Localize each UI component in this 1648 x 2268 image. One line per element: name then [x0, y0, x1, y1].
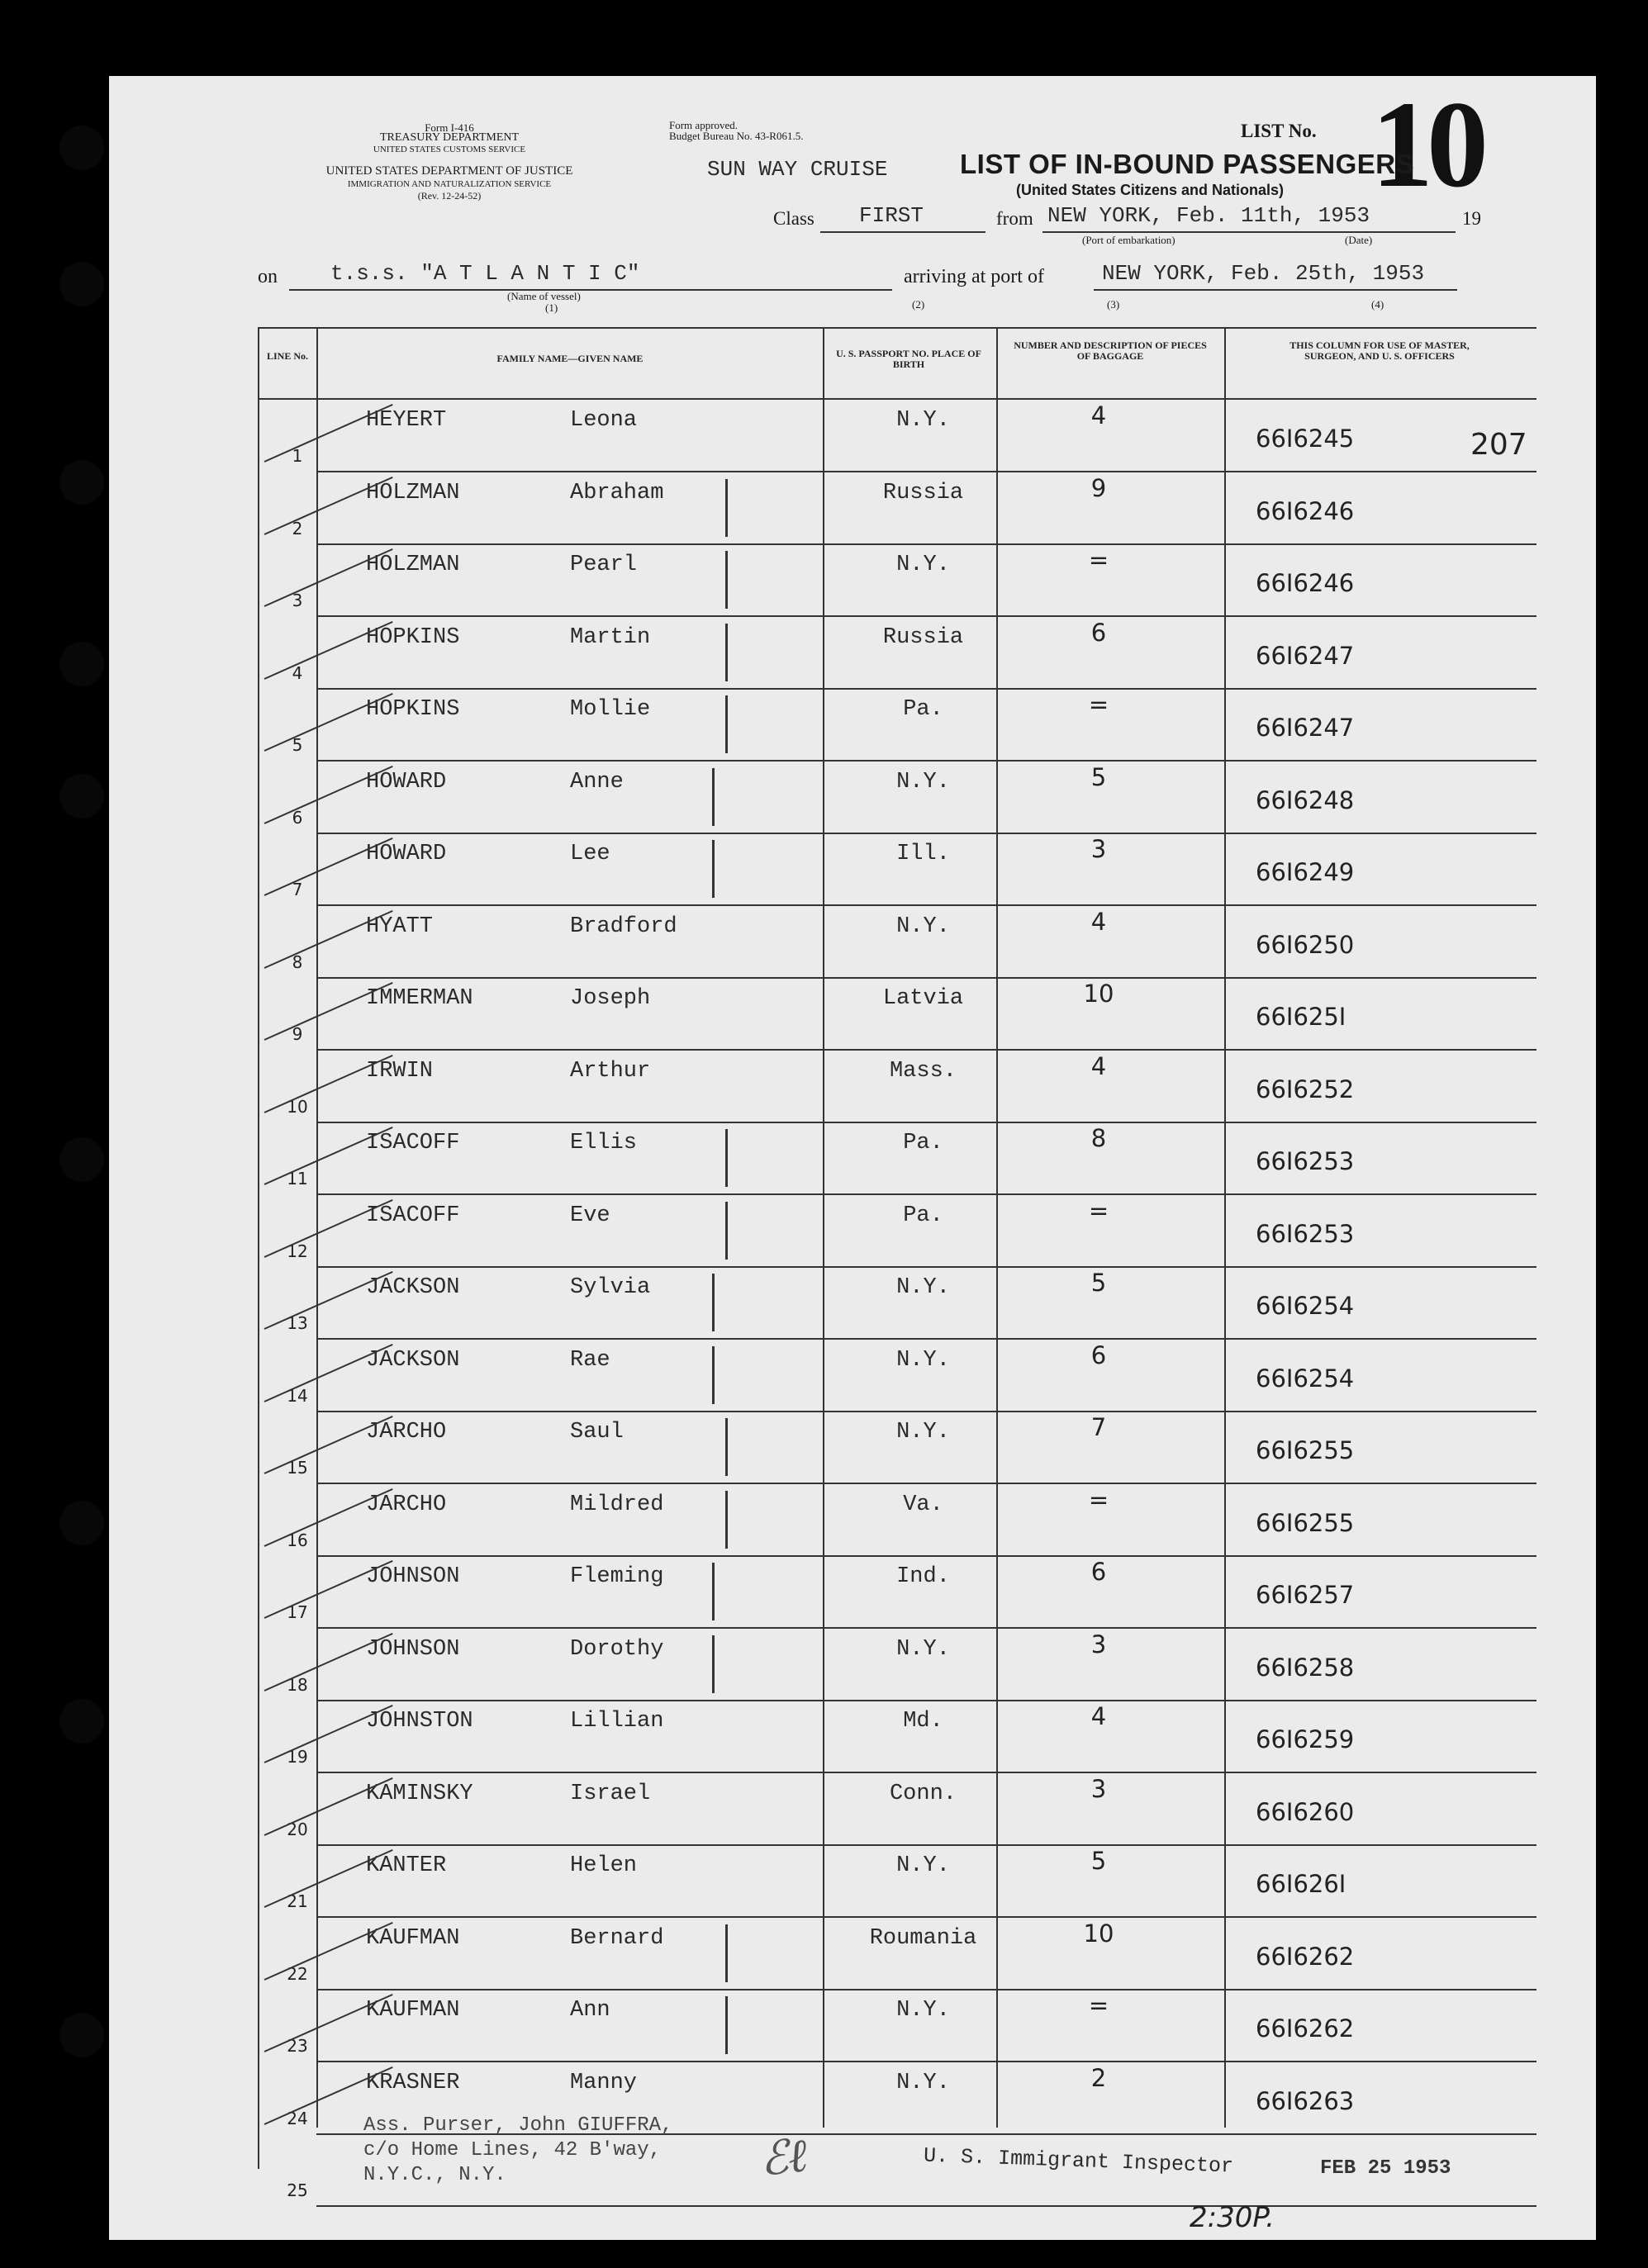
from-underline	[1042, 231, 1456, 233]
given-name: Saul	[570, 1420, 624, 1445]
officer-code: 66I6249	[1256, 858, 1355, 886]
given-name: Arthur	[570, 1059, 651, 1084]
given-name: Ann	[570, 1998, 610, 2023]
table-row	[0, 833, 1648, 906]
officer-code: 66I6248	[1256, 786, 1355, 814]
check-mark	[264, 1488, 393, 1547]
given-name: Fleming	[570, 1564, 664, 1589]
baggage-count: =	[1088, 1197, 1109, 1225]
caption-2: (2)	[912, 298, 925, 311]
line-number: 9	[292, 1024, 303, 1044]
vessel-caption: (Name of vessel)	[507, 290, 581, 302]
family-bracket-mark	[712, 1563, 715, 1620]
budget-bureau: Budget Bureau No. 43-R061.5.	[669, 130, 804, 142]
family-name: JOHNSTON	[366, 1709, 473, 1734]
family-name: KAMINSKY	[366, 1782, 473, 1806]
given-name: Lee	[570, 842, 610, 866]
given-name: Dorothy	[570, 1637, 664, 1662]
from-label: from	[996, 208, 1033, 229]
form-revision: (Rev. 12-24-52)	[417, 190, 482, 202]
line-number: 11	[287, 1169, 308, 1189]
line-number: 16	[287, 1530, 308, 1550]
family-name: IRWIN	[366, 1059, 434, 1084]
officer-code: 66I6260	[1256, 1798, 1355, 1826]
officer-code: 66I6258	[1256, 1654, 1355, 1682]
document-subtitle: (United States Citizens and Nationals)	[1016, 182, 1285, 198]
line-number: 25	[287, 2180, 308, 2200]
line-number: 14	[287, 1386, 308, 1406]
family-name: KRASNER	[366, 2071, 460, 2095]
family-bracket-mark	[725, 1129, 728, 1187]
dept-treasury: TREASURY DEPARTMENT	[379, 131, 520, 144]
family-name: IMMERMAN	[366, 986, 473, 1011]
from-value: NEW YORK, Feb. 11th, 1953	[1047, 203, 1370, 228]
family-bracket-mark	[725, 479, 728, 537]
given-name: Martin	[570, 625, 651, 650]
officer-code: 66I6247	[1256, 642, 1355, 670]
table-row	[0, 762, 1648, 834]
baggage-count: 8	[1090, 1124, 1107, 1152]
baggage-count: =	[1088, 690, 1109, 719]
check-mark	[264, 693, 393, 752]
given-name: Leona	[570, 408, 638, 433]
officer-code: 66I6257	[1256, 1581, 1355, 1609]
given-name: Helen	[570, 1853, 638, 1878]
table-row	[0, 1773, 1648, 1846]
vessel-underline	[289, 289, 892, 291]
check-mark	[264, 837, 393, 896]
given-name: Rae	[570, 1348, 610, 1373]
date-stamp: FEB 25 1953	[1320, 2157, 1451, 2180]
family-bracket-mark	[725, 624, 728, 681]
officer-code: 66I6253	[1256, 1147, 1355, 1175]
line-number: 17	[287, 1602, 308, 1622]
family-bracket-mark	[712, 1635, 715, 1693]
check-mark	[264, 477, 393, 535]
table-row	[0, 1122, 1648, 1195]
table-top-border	[258, 327, 1536, 329]
given-name: Mildred	[570, 1492, 664, 1517]
family-name: JARCHO	[366, 1420, 447, 1445]
family-bracket-mark	[725, 695, 728, 753]
check-mark	[264, 404, 393, 463]
header-officers: THIS COLUMN FOR USE OF MASTER, SURGEON, AND U. S. OFFICERS	[1289, 339, 1470, 362]
line-number: 10	[287, 1097, 308, 1117]
purser-line-3: N.Y.C., N.Y.	[363, 2164, 506, 2186]
family-name: ISACOFF	[366, 1131, 460, 1155]
table-row	[0, 1629, 1648, 1701]
place-of-birth: N.Y.	[896, 553, 950, 577]
punch-hole	[59, 126, 104, 170]
header-passport: U. S. PASSPORT NO. PLACE OF BIRTH	[836, 348, 981, 370]
family-name: HEYERT	[366, 408, 447, 433]
given-name: Lillian	[570, 1709, 664, 1734]
check-mark	[264, 1777, 393, 1836]
cruise-name: SUN WAY CRUISE	[707, 157, 888, 182]
place-of-birth: Russia	[882, 481, 964, 505]
line-number: 23	[287, 2036, 308, 2056]
baggage-count: =	[1088, 1991, 1109, 2019]
officer-code: 66I6255	[1256, 1509, 1355, 1537]
place-of-birth: N.Y.	[896, 1853, 950, 1878]
page-number: 207	[1470, 428, 1527, 462]
given-name: Mollie	[570, 697, 651, 722]
place-of-birth: Pa.	[903, 697, 943, 722]
check-mark	[264, 1922, 393, 1981]
baggage-count: =	[1088, 546, 1109, 574]
family-name: JACKSON	[366, 1348, 460, 1373]
officer-code: 66I6262	[1256, 1943, 1355, 1971]
document-title: LIST OF IN-BOUND PASSENGERS	[960, 149, 1415, 179]
line-number: 2	[292, 519, 303, 539]
place-of-birth: N.Y.	[896, 2071, 950, 2095]
officer-code: 66I6262	[1256, 2014, 1355, 2043]
purser-line-1: Ass. Purser, John GIUFFRA,	[363, 2114, 673, 2137]
table-row	[0, 544, 1648, 617]
given-name: Pearl	[570, 553, 638, 577]
table-row	[0, 472, 1648, 545]
arriving-underline	[1094, 289, 1457, 291]
baggage-count: 5	[1090, 1847, 1107, 1875]
line-number: 4	[292, 663, 303, 683]
check-mark	[264, 910, 393, 969]
table-row	[0, 1845, 1648, 1918]
officer-code: 66I6245	[1256, 425, 1355, 453]
family-name: JOHNSON	[366, 1564, 460, 1589]
given-name: Sylvia	[570, 1275, 651, 1300]
baggage-count: 6	[1090, 1558, 1107, 1586]
place-of-birth: N.Y.	[896, 1348, 950, 1373]
baggage-count: 7	[1090, 1413, 1107, 1441]
table-row	[0, 1267, 1648, 1340]
table-row	[0, 978, 1648, 1051]
officer-code: 66I6252	[1256, 1075, 1355, 1103]
baggage-count: 3	[1090, 1630, 1107, 1658]
given-name: Ellis	[570, 1131, 638, 1155]
line-number: 12	[287, 1241, 308, 1261]
baggage-count: 6	[1090, 1341, 1107, 1369]
line-number: 19	[287, 1747, 308, 1767]
family-name: HOPKINS	[366, 697, 460, 722]
officer-code: 66I6246	[1256, 497, 1355, 525]
table-row	[0, 1412, 1648, 1484]
table-row	[0, 1918, 1648, 1990]
line-number: 20	[287, 1820, 308, 1839]
form-approved: Form approved.	[669, 119, 739, 131]
family-bracket-mark	[725, 551, 728, 609]
table-row	[0, 906, 1648, 979]
given-name: Bradford	[570, 914, 677, 939]
class-label: Class	[773, 208, 815, 229]
check-mark	[264, 1344, 393, 1402]
table-row	[0, 1051, 1648, 1123]
caption-4: (4)	[1371, 298, 1384, 311]
baggage-count: 4	[1090, 908, 1107, 936]
class-value: FIRST	[859, 203, 924, 228]
officer-code: 66I6259	[1256, 1725, 1355, 1753]
place-of-birth: Ill.	[896, 842, 950, 866]
caption-3: (3)	[1107, 298, 1120, 311]
table-row	[0, 1990, 1648, 2062]
place-of-birth: N.Y.	[896, 914, 950, 939]
baggage-count: 3	[1090, 1775, 1107, 1803]
family-name: JOHNSON	[366, 1637, 460, 1662]
arriving-label: arriving at port of	[904, 266, 1044, 287]
row-rule	[316, 2205, 1536, 2207]
baggage-count: =	[1088, 1486, 1109, 1514]
place-of-birth: N.Y.	[896, 1420, 950, 1445]
family-bracket-mark	[712, 840, 715, 898]
officer-code: 66I626I	[1256, 1870, 1346, 1898]
table-row	[0, 1195, 1648, 1268]
check-mark	[264, 1055, 393, 1113]
class-underline	[820, 231, 985, 233]
on-label: on	[258, 266, 278, 287]
family-bracket-mark	[725, 1924, 728, 1982]
line-number: 3	[292, 591, 303, 610]
officer-code: 66I6246	[1256, 569, 1355, 597]
check-mark	[264, 1994, 393, 2052]
place-of-birth: N.Y.	[896, 1275, 950, 1300]
year-label: 19	[1462, 208, 1481, 229]
baggage-count: 5	[1090, 763, 1107, 791]
place-of-birth: Roumania	[869, 1926, 977, 1951]
place-of-birth: Mass.	[889, 1059, 957, 1084]
place-of-birth: Pa.	[903, 1131, 943, 1155]
table-row	[0, 2062, 1648, 2135]
family-bracket-mark	[712, 768, 715, 826]
family-name: HOLZMAN	[366, 481, 460, 505]
officer-code: 66I6254	[1256, 1292, 1355, 1320]
place-of-birth: N.Y.	[896, 770, 950, 795]
date-caption: (Date)	[1345, 234, 1373, 246]
place-of-birth: Ind.	[896, 1564, 950, 1589]
line-number: 5	[292, 735, 303, 755]
table-row	[0, 1701, 1648, 1773]
family-bracket-mark	[712, 1274, 715, 1331]
list-no-label: LIST No.	[1241, 121, 1317, 141]
line-number: 24	[287, 2109, 308, 2128]
header-name: FAMILY NAME—GIVEN NAME	[496, 353, 644, 364]
family-name: KANTER	[366, 1853, 447, 1878]
given-name: Bernard	[570, 1926, 664, 1951]
dept-ins: IMMIGRATION AND NATURALIZATION SERVICE	[347, 179, 552, 189]
dept-justice: UNITED STATES DEPARTMENT OF JUSTICE	[325, 164, 573, 178]
family-name: HOWARD	[366, 770, 447, 795]
officer-code: 66I6250	[1256, 931, 1355, 959]
line-number: 21	[287, 1891, 308, 1911]
given-name: Joseph	[570, 986, 651, 1011]
line-number: 8	[292, 952, 303, 972]
baggage-count: 4	[1090, 1052, 1107, 1080]
time-note: 2:30P.	[1190, 2201, 1275, 2234]
baggage-count: 4	[1090, 1702, 1107, 1730]
given-name: Manny	[570, 2071, 638, 2095]
place-of-birth: Md.	[903, 1709, 943, 1734]
table-row	[0, 689, 1648, 762]
line-number: 15	[287, 1458, 308, 1478]
baggage-count: 3	[1090, 835, 1107, 863]
check-mark	[264, 1560, 393, 1619]
check-mark	[264, 982, 393, 1041]
check-mark	[264, 1416, 393, 1474]
arriving-value: NEW YORK, Feb. 25th, 1953	[1102, 261, 1425, 286]
family-name: HOWARD	[366, 842, 447, 866]
family-bracket-mark	[725, 1996, 728, 2054]
baggage-count: 5	[1090, 1269, 1107, 1297]
check-mark	[264, 766, 393, 824]
dept-customs: UNITED STATES CUSTOMS SERVICE	[373, 145, 526, 154]
family-name: HOPKINS	[366, 625, 460, 650]
given-name: Israel	[570, 1782, 651, 1806]
baggage-count: 6	[1090, 619, 1107, 647]
family-bracket-mark	[725, 1202, 728, 1260]
line-number: 18	[287, 1675, 308, 1695]
check-mark	[264, 1127, 393, 1185]
family-name: JACKSON	[366, 1275, 460, 1300]
officer-code: 66I6253	[1256, 1220, 1355, 1248]
place-of-birth: Conn.	[889, 1782, 957, 1806]
officer-code: 66I6254	[1256, 1364, 1355, 1393]
place-of-birth: N.Y.	[896, 1637, 950, 1662]
inspector-label: U. S. Immigrant Inspector	[923, 2143, 1234, 2179]
family-name: HOLZMAN	[366, 553, 460, 577]
table-row	[0, 1484, 1648, 1557]
table-row	[0, 1340, 1648, 1412]
baggage-count: 10	[1083, 980, 1114, 1008]
header-line-no: LINE No.	[266, 350, 308, 362]
officer-code: 66I6247	[1256, 714, 1355, 742]
baggage-count: 2	[1090, 2064, 1107, 2092]
place-of-birth: N.Y.	[896, 1998, 950, 2023]
check-mark	[264, 1199, 393, 1258]
check-mark	[264, 1633, 393, 1692]
family-bracket-mark	[725, 1418, 728, 1476]
place-of-birth: N.Y.	[896, 408, 950, 433]
caption-1: (1)	[545, 301, 558, 314]
baggage-count: 10	[1083, 1919, 1114, 1948]
port-caption: (Port of embarkation)	[1082, 234, 1175, 246]
line-number: 13	[287, 1313, 308, 1333]
officer-code: 66I625I	[1256, 1003, 1346, 1031]
punch-hole	[59, 262, 104, 306]
vessel-value: t.s.s. "A T L A N T I C"	[330, 261, 640, 286]
table-row	[0, 1556, 1648, 1629]
place-of-birth: Latvia	[882, 986, 964, 1011]
given-name: Anne	[570, 770, 624, 795]
officer-code: 66I6255	[1256, 1436, 1355, 1464]
line-number: 7	[292, 880, 303, 899]
family-name: HYATT	[366, 914, 434, 939]
check-mark	[264, 621, 393, 680]
family-bracket-mark	[725, 1491, 728, 1549]
check-mark	[264, 1271, 393, 1330]
officer-code: 66I6263	[1256, 2087, 1355, 2115]
purser-line-2: c/o Home Lines, 42 B'way,	[363, 2139, 662, 2161]
line-number: 1	[292, 446, 303, 466]
line-number: 22	[287, 1964, 308, 1984]
inspector-signature: ℰℓ	[757, 2128, 810, 2187]
header-baggage: NUMBER AND DESCRIPTION OF PIECES OF BAGGAGE	[1014, 339, 1207, 362]
check-mark	[264, 548, 393, 607]
family-name: JARCHO	[366, 1492, 447, 1517]
check-mark	[264, 1705, 393, 1763]
list-number: 10	[1371, 76, 1482, 213]
family-name: KAUFMAN	[366, 1926, 460, 1951]
check-mark	[264, 1849, 393, 1908]
place-of-birth: Pa.	[903, 1203, 943, 1228]
table-row	[0, 617, 1648, 690]
family-bracket-mark	[712, 1346, 715, 1404]
given-name: Abraham	[570, 481, 664, 505]
place-of-birth: Russia	[882, 625, 964, 650]
given-name: Eve	[570, 1203, 610, 1228]
baggage-count: 9	[1090, 474, 1107, 502]
table-row	[0, 400, 1648, 472]
family-name: ISACOFF	[366, 1203, 460, 1228]
family-name: KAUFMAN	[366, 1998, 460, 2023]
line-number: 6	[292, 808, 303, 828]
place-of-birth: Va.	[903, 1492, 943, 1517]
baggage-count: 4	[1090, 401, 1107, 429]
form-number: Form I-416	[425, 121, 474, 134]
